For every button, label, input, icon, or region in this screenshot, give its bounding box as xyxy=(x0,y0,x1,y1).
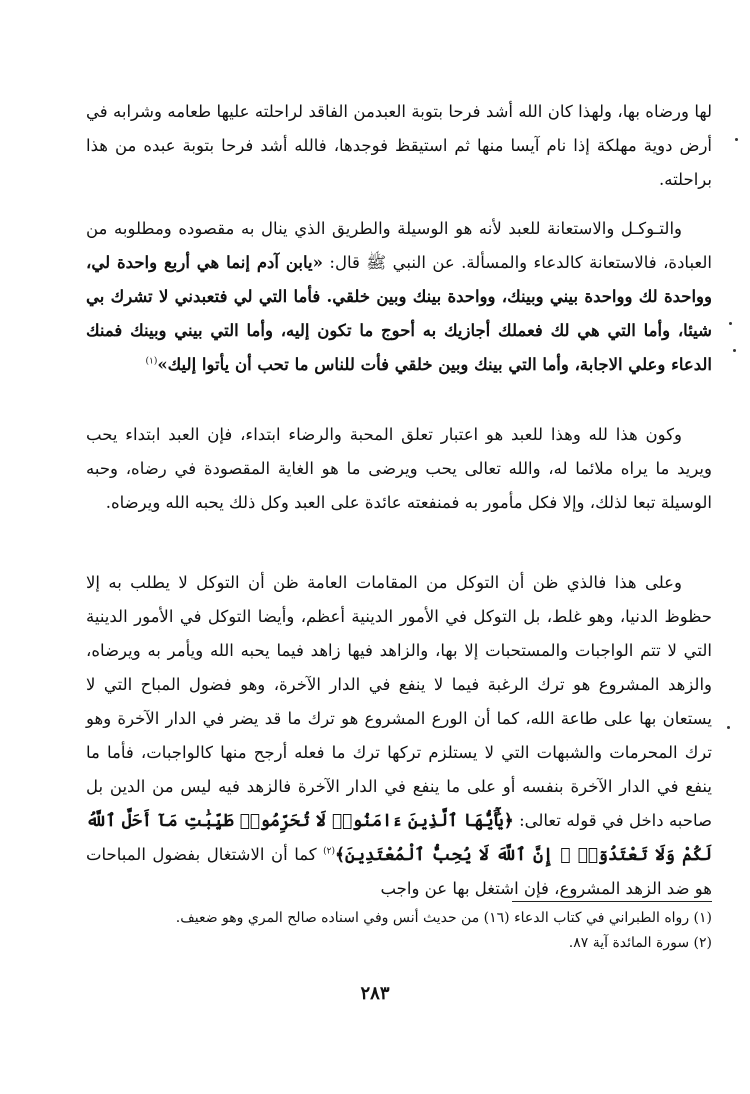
paragraph-3-text: وكون هذا لله وهذا للعبد هو اعتبار تعلق المحبة والرضاء ابتداء، فإن العبد ابتداء يحب ويريد ما يراه ملائما له، والله تعالى يحب ويرضى ما هو الغاية المقصودة في رضاه، وحبه الوسيلة تبعا لذلك، وإلا فكل مأمور به فمنفعته عائدة على العبد وكل ذلك يحبه الله ويرضاه. xyxy=(86,425,712,512)
paragraph-1 xyxy=(86,95,712,197)
quran-verse: ﴿يَٰٓأَيُّهَا ٱلَّذِينَ ءَامَنُوا۟ لَا تُحَرِّمُوا۟ طَيِّبَٰتِ مَآ أَحَلَّ ٱللَّهُ لَكُمْ وَلَا تَعْتَدُوٓا۟ ۚ إِنَّ ٱللَّهَ لَا يُحِبُّ ٱلْمُعْتَدِينَ﴾ xyxy=(86,811,712,865)
footnote-ref-1[interactable]: (١) xyxy=(145,356,158,367)
page-number: ٢٨٣ xyxy=(360,983,390,1004)
footnote-ref-2[interactable]: (٢) xyxy=(323,846,336,857)
paragraph-2-intro: والتـوكـل والاستعانة للعبد لأنه هو الوسيلة والطريق الذي ينال به مقصوده ومطلوبه من العبادة، فالاستعانة كالدعاء والمسألة. عن النبي ﷺ قال: xyxy=(86,219,712,272)
footnote-1: (١) رواه الطبراني في كتاب الدعاء (١٦) من حديث أنس وفي اسناده صالح المري وهو ضعيف. xyxy=(175,910,712,926)
footnote-divider xyxy=(512,901,712,902)
scan-speck xyxy=(727,726,730,729)
paragraph-4-end: كما أن الاشتغال بفضول المباحات هو ضد الزهد المشروع، فإن اشتغل بها عن واجب xyxy=(86,845,712,898)
footnotes xyxy=(86,906,712,956)
scan-speck xyxy=(735,138,738,141)
scan-speck xyxy=(729,322,732,325)
paragraph-1-text: لها ورضاه بها، ولهذا كان الله أشد فرحا بتوبة العبدمن الفاقد لراحلته عليها طعامه وشرابه في أرض دوية مهلكة إذا نام آيسا منها ثم استيقظ فوجدها، فالله أشد فرحا بتوبة عبده من هذا براحلته. xyxy=(86,102,712,189)
paragraph-3 xyxy=(86,418,712,520)
hadith-quote: «يابن آدم إنما هي أربع واحدة لي، وواحدة لك وواحدة بيني وبينك، وواحدة بينك وبين خلقي. فأما التي لي فتعبدني لا تشرك بي شيئا، وأما التي هي لك فعملك أجازيك به أحوج ما تكون إليه، وأما التي بيني وبينك فمنك الدعاء وعلي الاجابة، وأما التي بينك وبين خلقي فأت للناس ما تحب أن يأتوا إليك» xyxy=(86,253,712,374)
paragraph-2 xyxy=(86,212,712,382)
footnote-2: (٢) سورة المائدة آية ٨٧. xyxy=(568,935,712,951)
scan-speck xyxy=(733,349,736,352)
paragraph-4 xyxy=(86,566,712,906)
paragraph-4-text: وعلى هذا فالذي ظن أن التوكل من المقامات العامة ظن أن التوكل لا يطلب به إلا حظوظ الدنيا، وهو غلط، بل التوكل في الأمور الدينية أعظم، وأيضا التوكل في الأمور الدينية التي لا تتم الواجبات والمستحبات إلا بها، والزاهد فيها زاهد فيما يحبه الله ويأمر به ويرضاه، والزهد المشروع هو ترك الرغبة فيما لا ينفع في الدار الآخرة، وهو فضول المباح التي لا يستعان بها على طاعة الله، كما أن الورع المشروع هو ترك ما قد يضر في الدار الآخرة وهو ترك المحرمات والشبهات التي لا يستلزم تركها ترك ما فعله أرجح منها كالواجبات، فأما ما ينفع في الدار الآخرة بنفسه أو على ما ينفع في الدار الآخرة فالزهد فيه ليس من الدين بل صاحبه داخل في قوله تعالى: xyxy=(86,573,713,830)
